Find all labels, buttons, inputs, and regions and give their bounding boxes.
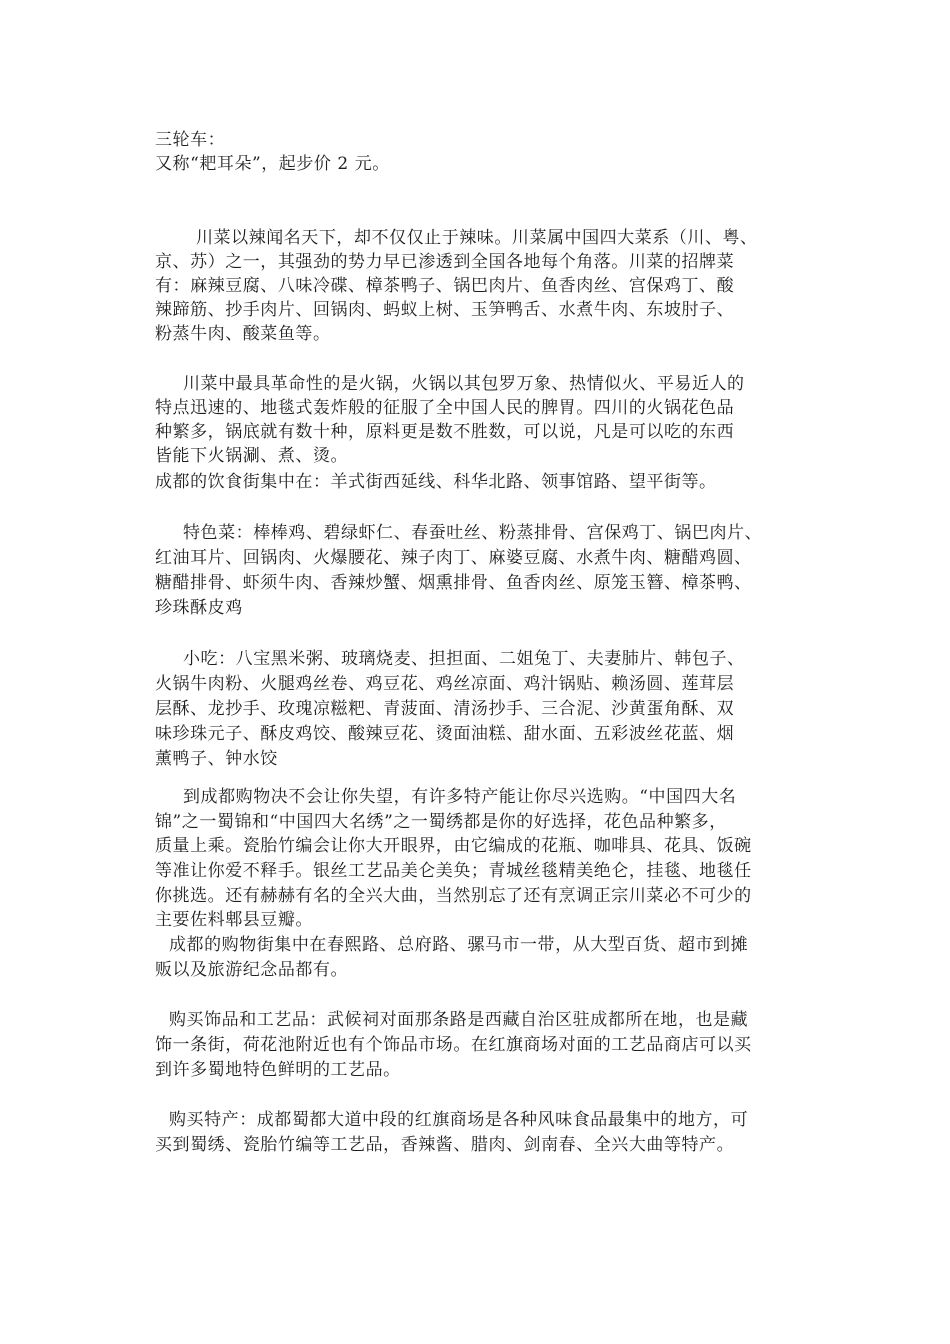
text-line: 珍珠酥皮鸡 bbox=[155, 598, 243, 618]
text-line: 饰一条街，荷花池附近也有个饰品市场。在红旗商场对面的工艺品商店可以买 bbox=[155, 1035, 752, 1055]
text-line: 味珍珠元子、酥皮鸡饺、酸辣豆花、烫面油糕、甜水面、五彩波丝花蓝、烟 bbox=[155, 724, 735, 744]
text-line: 等准让你爱不释手。银丝工艺品美仑美奂；青城丝毯精美绝仑，挂毯、地毯任 bbox=[155, 861, 752, 881]
text-line: 红油耳片、回锅肉、火爆腰花、辣子肉丁、麻婆豆腐、水煮牛肉、糖醋鸡圆、 bbox=[155, 548, 752, 568]
text-line: 贩以及旅游纪念品都有。 bbox=[155, 960, 349, 980]
text-line: 糖醋排骨、虾须牛肉、香辣炒蟹、烟熏排骨、鱼香肉丝、原笼玉簪、樟茶鸭、 bbox=[155, 573, 752, 593]
text-line: 到许多蜀地特色鲜明的工艺品。 bbox=[155, 1060, 401, 1080]
text-line: 有：麻辣豆腐、八味冷碟、樟茶鸭子、锅巴肉片、鱼香肉丝、宫保鸡丁、酸 bbox=[155, 276, 735, 296]
text-line: 特点迅速的、地毯式轰炸般的征服了全中国人民的脾胃。四川的火锅花色品 bbox=[155, 398, 735, 418]
text-line: 火锅牛肉粉、火腿鸡丝卷、鸡豆花、鸡丝凉面、鸡汁锅贴、赖汤圆、莲茸层 bbox=[155, 674, 735, 694]
text-line: 特色菜：棒棒鸡、碧绿虾仁、春蚕吐丝、粉蒸排骨、宫保鸡丁、锅巴肉片、 bbox=[183, 523, 763, 543]
text-line: 主要佐料郫县豆瓣。 bbox=[155, 910, 313, 930]
text-line: 到成都购物决不会让你失望，有许多特产能让你尽兴选购。“中国四大名 bbox=[183, 787, 737, 807]
text-line: 三轮车： bbox=[155, 130, 226, 150]
text-line: 质量上乘。瓷胎竹编会让你大开眼界，由它编成的花瓶、咖啡具、花具、饭碗 bbox=[155, 836, 752, 856]
text-line: 川菜以辣闻名天下，却不仅仅止于辣味。川菜属中国四大菜系（川、粤、 bbox=[196, 228, 758, 248]
text-line: 购买特产：成都蜀都大道中段的红旗商场是各种风味食品最集中的地方，可 bbox=[169, 1110, 749, 1130]
text-line: 层酥、龙抄手、玫瑰凉糍粑、青菠面、清汤抄手、三合泥、沙黄蛋角酥、双 bbox=[155, 699, 735, 719]
text-line: 成都的购物街集中在春熙路、总府路、骡马市一带，从大型百货、超市到摊 bbox=[169, 935, 749, 955]
text-line: 粉蒸牛肉、酸菜鱼等。 bbox=[155, 324, 331, 344]
text-line: 种繁多，锅底就有数十种，原料更是数不胜数，可以说，凡是可以吃的东西 bbox=[155, 422, 735, 442]
text-line: 小吃：八宝黑米粥、玻璃烧麦、担担面、二姐兔丁、夫妻肺片、韩包子、 bbox=[183, 649, 745, 669]
text-line: 皆能下火锅涮、煮、烫。 bbox=[155, 446, 349, 466]
text-line: 你挑选。还有赫赫有名的全兴大曲，当然别忘了还有烹调正宗川菜必不可少的 bbox=[155, 886, 752, 906]
text-line: 川菜中最具革命性的是火锅，火锅以其包罗万象、热情似火、平易近人的 bbox=[183, 374, 745, 394]
text-line: 成都的饮食街集中在：羊式街西延线、科华北路、领事馆路、望平街等。 bbox=[155, 472, 717, 492]
text-line: 辣蹄筋、抄手肉片、回锅肉、蚂蚁上树、玉笋鸭舌、水煮牛肉、东坡肘子、 bbox=[155, 300, 735, 320]
text-line: 买到蜀绣、瓷胎竹编等工艺品，香辣酱、腊肉、剑南春、全兴大曲等特产。 bbox=[155, 1135, 735, 1155]
text-line: 购买饰品和工艺品：武候祠对面那条路是西藏自治区驻成都所在地，也是藏 bbox=[169, 1010, 749, 1030]
text-line: 京、苏）之一，其强劲的势力早已渗透到全国各地每个角落。川菜的招牌菜 bbox=[155, 252, 735, 272]
text-line: 又称“耙耳朵”，起步价 2 元。 bbox=[155, 154, 390, 174]
text-line: 薰鸭子、钟水饺 bbox=[155, 749, 278, 769]
text-line: 锦”之一蜀锦和“中国四大名绣”之一蜀绣都是你的好选择，花色品种繁多， bbox=[155, 812, 727, 832]
